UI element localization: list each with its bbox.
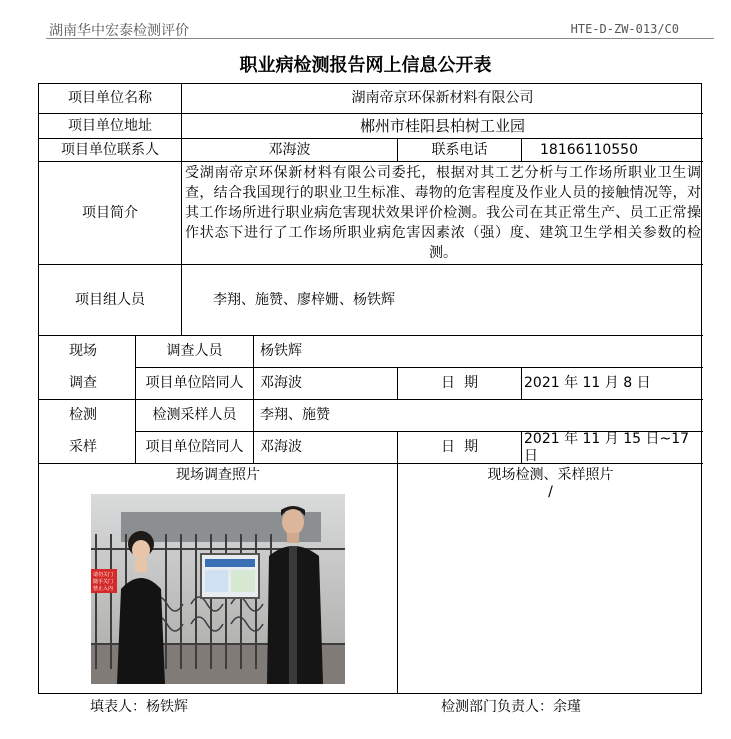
survey-staff-label: 调查人员: [136, 336, 254, 368]
sampling-date-label: 日 期: [398, 432, 522, 464]
header-divider: [46, 38, 714, 39]
survey-photo: [91, 494, 345, 684]
intro-text: 受湖南帝京环保新材料有限公司委托，根据对其工艺分析与工作场所职业卫生调查，结合我国现行的职业卫生标准、毒物的危害程度及作业人员的接触情况等，对其工作场所进行职业病危害现状效果评价检测。我公司在其正常生产、员工正常操作状态下进行了工作场所职业病危害因素浓（强）度、建筑卫生学相关参数的检测。: [182, 162, 703, 265]
sampling-label-line1: 检测: [69, 407, 97, 424]
intro-label: 项目简介: [39, 162, 182, 265]
survey-escort-label: 项目单位陪同人: [136, 368, 254, 400]
team-value: 李翔、施赞、廖梓姗、杨铁辉: [182, 265, 703, 336]
sampling-date-value: 2021 年 11 月 15 日~17 日: [522, 432, 703, 464]
sampling-group-label: [39, 400, 136, 464]
photo-sign-line2: 随手关门: [93, 579, 114, 585]
survey-group-label: [39, 336, 136, 400]
survey-label-line2: 调查: [69, 374, 97, 391]
photo-sign-line1: 请勿关门: [93, 572, 114, 578]
header-doc-code: HTE-D-ZW-013/C0: [570, 22, 679, 36]
footer-responsible: 检测部门负责人：余瑾: [441, 699, 581, 715]
footer-filler: 填表人：杨铁辉: [90, 699, 188, 715]
sampling-staff-value: 李翔、施赞: [254, 400, 703, 432]
survey-photo-label: 现场调查照片: [176, 467, 260, 483]
sampling-photo-label: 现场检测、采样照片: [487, 467, 614, 483]
survey-date-label: 日 期: [398, 368, 522, 400]
contact-label: 项目单位联系人: [39, 139, 182, 162]
sampling-label-line2: 采样: [69, 438, 97, 455]
sampling-escort-label: 项目单位陪同人: [136, 432, 254, 464]
header-org: 湖南华中宏泰检测评价: [49, 23, 189, 39]
unit-address-value: 郴州市桂阳县柏树工业园: [182, 114, 703, 139]
unit-address-label: 项目单位地址: [39, 114, 182, 139]
sampling-photo-cell: [398, 464, 703, 693]
photo-sign-line3: 禁止入内: [93, 586, 114, 592]
info-table: [38, 83, 702, 694]
unit-name-value: 湖南帝京环保新材料有限公司: [182, 84, 703, 114]
sampling-staff-label: 检测采样人员: [136, 400, 254, 432]
survey-staff-value: 杨铁辉: [254, 336, 703, 368]
page-title: 职业病检测报告网上信息公开表: [239, 55, 492, 76]
sampling-photo-value: /: [548, 483, 553, 500]
unit-name-label: 项目单位名称: [39, 84, 182, 114]
team-label: 项目组人员: [39, 265, 182, 336]
survey-date-value: 2021 年 11 月 8 日: [522, 368, 703, 400]
survey-escort-value: 邓海波: [254, 368, 398, 400]
phone-label: 联系电话: [398, 139, 522, 162]
phone-value: 18166110550: [522, 139, 703, 162]
survey-label-line1: 现场: [69, 343, 97, 360]
contact-value: 邓海波: [182, 139, 398, 162]
sampling-escort-value: 邓海波: [254, 432, 398, 464]
